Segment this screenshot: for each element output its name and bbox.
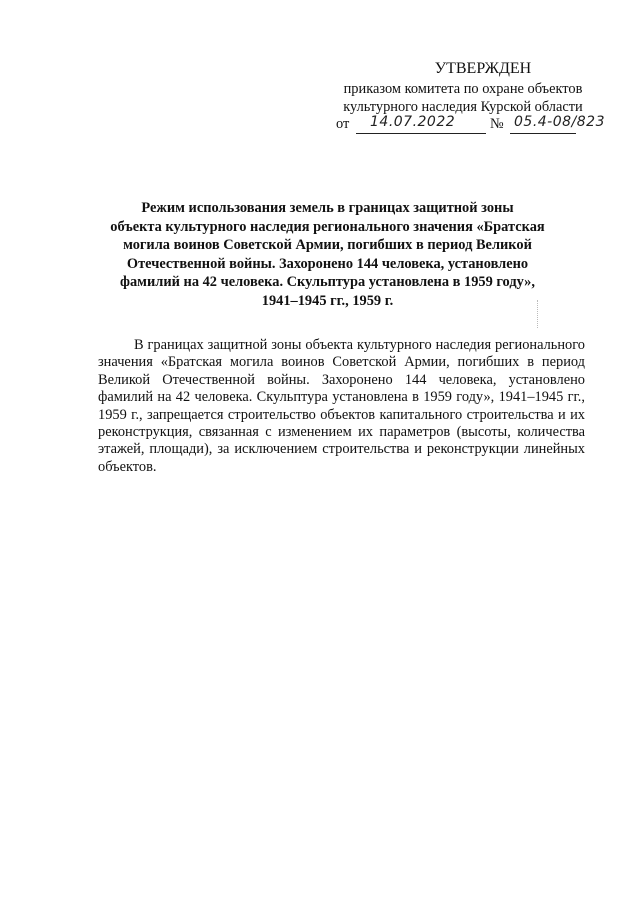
approval-line-2: культурного наследия Курской области bbox=[343, 99, 583, 115]
number-prefix: № bbox=[490, 116, 504, 132]
handwritten-number: 05.4-08/823 bbox=[514, 114, 605, 130]
approval-date-number-row bbox=[336, 114, 621, 138]
title-line-2: объекта культурного наследия регионального значения «Братская bbox=[110, 218, 545, 235]
scan-artifact bbox=[537, 300, 542, 328]
date-prefix: от bbox=[336, 116, 350, 132]
number-underline bbox=[510, 133, 576, 134]
approval-heading: УТВЕРЖДЕН bbox=[434, 60, 532, 77]
title-line-6: 1941–1945 гг., 1959 г. bbox=[261, 292, 394, 309]
body-paragraph: В границах защитной зоны объекта культурного наследия регионального значения «Братская могила воинов Советской Армии, погибших в период Великой Отечественной войны. Захоронено 144 человека, установлено фамилий на 42 человека. Скульптура установлена в 1959 году», 1941–1945 гг., 1959 г., запрещается строительство объектов капитального строительства и их реконструкция, связанная с изменением их параметров (высоты, количества этажей, площади), за исключением строительства и реконструкции линейных объектов. bbox=[98, 337, 585, 475]
handwritten-date: 14.07.2022 bbox=[370, 114, 456, 130]
approval-line-1: приказом комитета по охране объектов bbox=[343, 81, 583, 97]
title-line-3: могила воинов Советской Армии, погибших в период Великой bbox=[123, 237, 532, 254]
title-line-1: Режим использования земель в границах защитной зоны bbox=[141, 200, 514, 216]
date-underline bbox=[356, 133, 486, 134]
title-line-4: Отечественной войны. Захоронено 144 человека, установлено bbox=[126, 255, 529, 272]
document-title bbox=[100, 199, 555, 311]
approval-stamp bbox=[328, 60, 598, 116]
title-line-5: фамилий на 42 человека. Скульптура установлена в 1959 году», bbox=[120, 274, 535, 291]
